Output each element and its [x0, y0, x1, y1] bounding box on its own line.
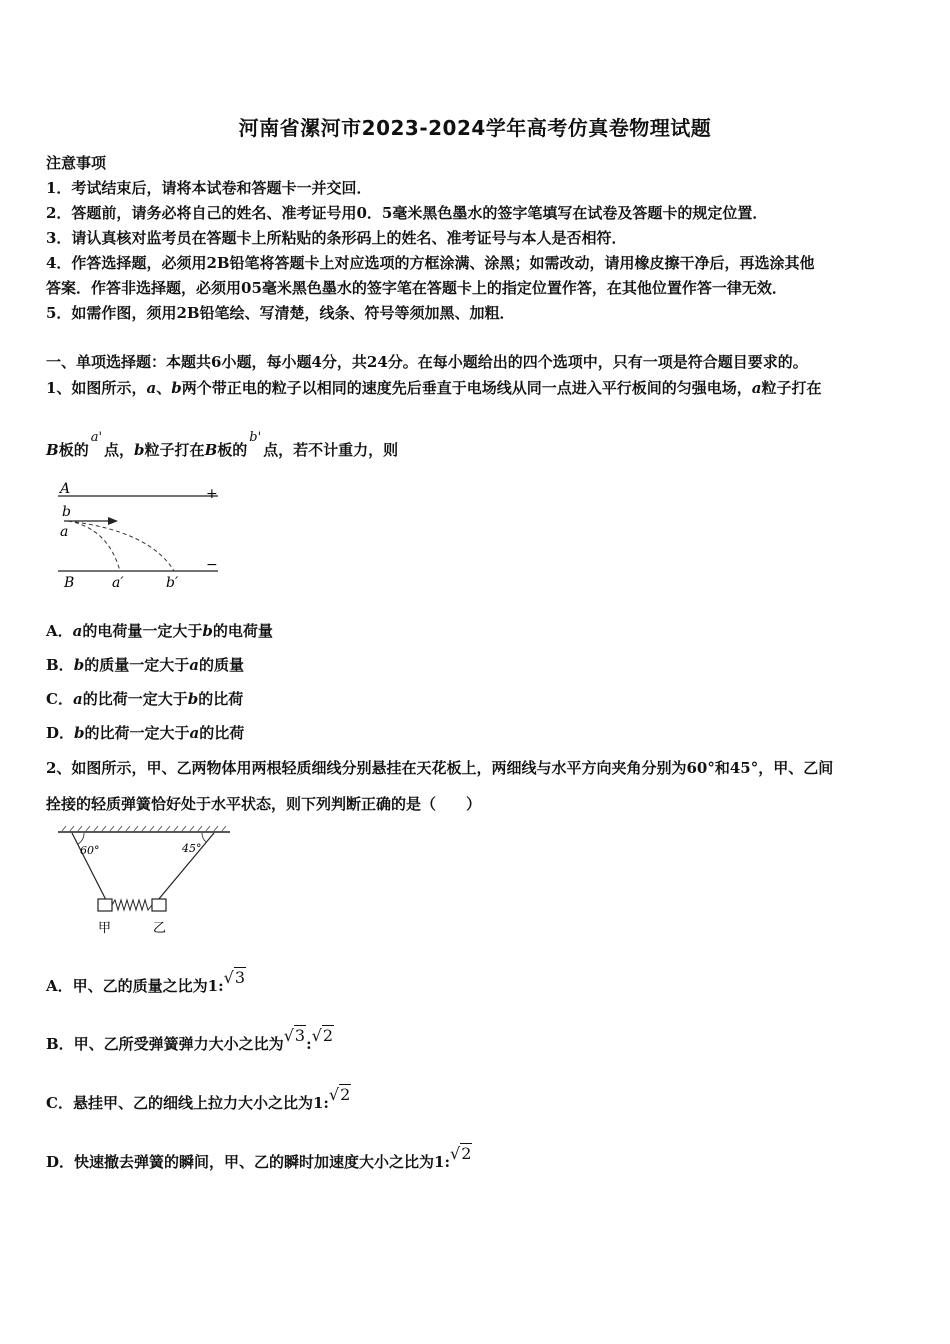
q1-text: 板的	[58, 441, 89, 459]
plate-a-label: A	[60, 481, 71, 497]
option-var: b	[187, 690, 199, 708]
q1-text: 粒子打在	[144, 441, 205, 459]
radicand: 2	[340, 1085, 351, 1104]
sqrt-expression: √2	[450, 1144, 472, 1163]
option-var: a	[72, 690, 83, 708]
option-letter: D．	[46, 724, 75, 742]
option-var: b	[202, 622, 213, 640]
block-yi	[152, 899, 166, 911]
q1-point-a-prime: a'	[90, 430, 103, 445]
option-text: D．快速撤去弹簧的瞬间，甲、乙的瞬时加速度大小之比为1:	[46, 1153, 450, 1171]
notice-item-5: 5．如需作图，须用2B铅笔绘、写清楚，线条、符号等须加黑、加粗．	[46, 304, 515, 322]
q1-option-d	[46, 722, 244, 743]
q1-option-c	[46, 688, 243, 709]
spring	[112, 900, 152, 910]
q1-text: 板的	[217, 441, 248, 459]
angle-45-label: 45°	[182, 842, 202, 855]
option-text: 的比荷	[198, 690, 244, 708]
angle-arc-left	[78, 833, 84, 844]
q1-stem-line2	[46, 430, 399, 460]
point-a-prime: a′	[112, 575, 124, 591]
q1-stem-line1	[46, 377, 821, 398]
point-b-prime: b′	[166, 575, 179, 591]
option-text: C．悬挂甲、乙的细线上拉力大小之比为1:	[46, 1094, 329, 1112]
q2-stem-line1: 2、如图所示，甲、乙两物体用两根轻质细线分别悬挂在天花板上，两细线与水平方向夹角分别为60°和45°，甲、乙间	[46, 759, 834, 777]
notice-item-3: 3．请认真核对监考员在答题卡上所粘贴的条形码上的姓名、准考证号与本人是否相符．	[46, 229, 627, 247]
option-text: 的比荷	[199, 724, 245, 742]
notice-item-4: 4．作答选择题，必须用2B铅笔将答题卡上对应选项的方框涂满、涂黑；如需改动，请用橡皮擦干净后，再选涂其他	[46, 254, 815, 272]
trajectory-b	[68, 521, 174, 571]
option-var: a	[189, 656, 199, 674]
q2-stem-line2: 拴接的轻质弹簧恰好处于水平状态，则下列判断正确的是（ ）	[46, 795, 482, 813]
q2-option-b	[46, 1026, 334, 1054]
radicand: 2	[322, 1026, 334, 1045]
q1-text: 点，若不计重力，则	[263, 441, 399, 459]
plate-a-sign: +	[206, 486, 218, 502]
sqrt-expression: √3	[223, 968, 246, 987]
section-heading: 一、单项选择题：本题共6小题，每小题4分，共24分。在每小题给出的四个选项中，只有一项是符合题目要求的。	[46, 353, 808, 371]
radicand: 3	[234, 968, 246, 987]
radicand: 2	[461, 1144, 472, 1163]
q1-text: 两个带正电的粒子以相同的速度先后垂直于电场线从同一点进入平行板间的匀强电场，	[181, 379, 752, 397]
label-yi: 乙	[153, 921, 167, 936]
q1-var-B: B	[204, 441, 218, 459]
plate-b-sign: −	[206, 557, 218, 573]
ratio-separator: :	[306, 1035, 312, 1053]
block-jia	[98, 899, 112, 911]
q1-var-B: B	[46, 441, 59, 459]
q1-var-a: a	[751, 379, 762, 397]
label-a: a	[60, 524, 69, 540]
option-letter: C．	[46, 690, 73, 708]
label-b: b	[62, 504, 71, 520]
radicand: 3	[294, 1026, 306, 1045]
q1-text: 、	[156, 379, 172, 397]
q1-point-b-prime: b'	[249, 430, 262, 445]
angle-arc-right	[202, 833, 206, 842]
label-jia: 甲	[98, 921, 112, 936]
velocity-arrowhead	[108, 517, 118, 525]
sqrt-expression: √2	[311, 1026, 334, 1045]
sqrt-expression: √2	[328, 1085, 351, 1104]
notice-item-1: 1．考试结束后，请将本试卷和答题卡一并交回．	[46, 179, 372, 197]
ceiling-hatch	[62, 826, 226, 831]
option-text: A．甲、乙的质量之比为1:	[46, 977, 224, 995]
option-letter: B．	[46, 656, 74, 674]
option-letter: A．	[46, 622, 73, 640]
angle-60-label: 60°	[80, 844, 100, 857]
option-var: a	[189, 724, 200, 742]
q2-option-a	[46, 968, 246, 996]
option-text: 的电荷量	[212, 622, 273, 640]
q1-text: 1、如图所示，	[46, 379, 147, 397]
trajectory-a	[68, 521, 120, 571]
notice-item-2: 2．答题前，请务必将自己的姓名、准考证号用0．5毫米黑色墨水的签字笔填写在试卷及答题卡的规定位置．	[46, 204, 768, 222]
q1-text: 点，	[104, 441, 135, 459]
option-text: B．甲、乙所受弹簧弹力大小之比为	[46, 1035, 284, 1053]
option-text: 的质量	[198, 656, 244, 674]
option-text: 的比荷一定大于	[84, 724, 190, 742]
q1-text: 粒子打在	[761, 379, 822, 397]
option-var: b	[74, 724, 85, 742]
q1-plates-figure	[50, 476, 230, 596]
q2-option-c	[46, 1085, 351, 1113]
option-text: 的电荷量一定大于	[82, 622, 203, 640]
option-text: 的比荷一定大于	[82, 690, 188, 708]
q1-option-a	[46, 620, 273, 641]
q1-var-b: b	[171, 379, 182, 397]
notice-heading: 注意事项	[46, 154, 107, 172]
notice-item-4-cont: 答案．作答非选择题，必须用05毫米黑色墨水的签字笔在答题卡上的指定位置作答，在其他位置作答一律无效．	[46, 279, 787, 297]
q1-option-b	[46, 654, 244, 675]
q1-var-b: b	[134, 441, 145, 459]
plate-b-label: B	[64, 575, 75, 591]
option-var: b	[73, 656, 85, 674]
sqrt-expression: √3	[283, 1026, 306, 1045]
option-var: a	[72, 622, 83, 640]
q2-option-d	[46, 1144, 472, 1172]
q1-var-a: a	[146, 379, 157, 397]
exam-title: 河南省漯河市2023-2024学年高考仿真卷物理试题	[238, 116, 712, 140]
option-text: 的质量一定大于	[84, 656, 190, 674]
q2-spring-figure	[54, 826, 234, 938]
